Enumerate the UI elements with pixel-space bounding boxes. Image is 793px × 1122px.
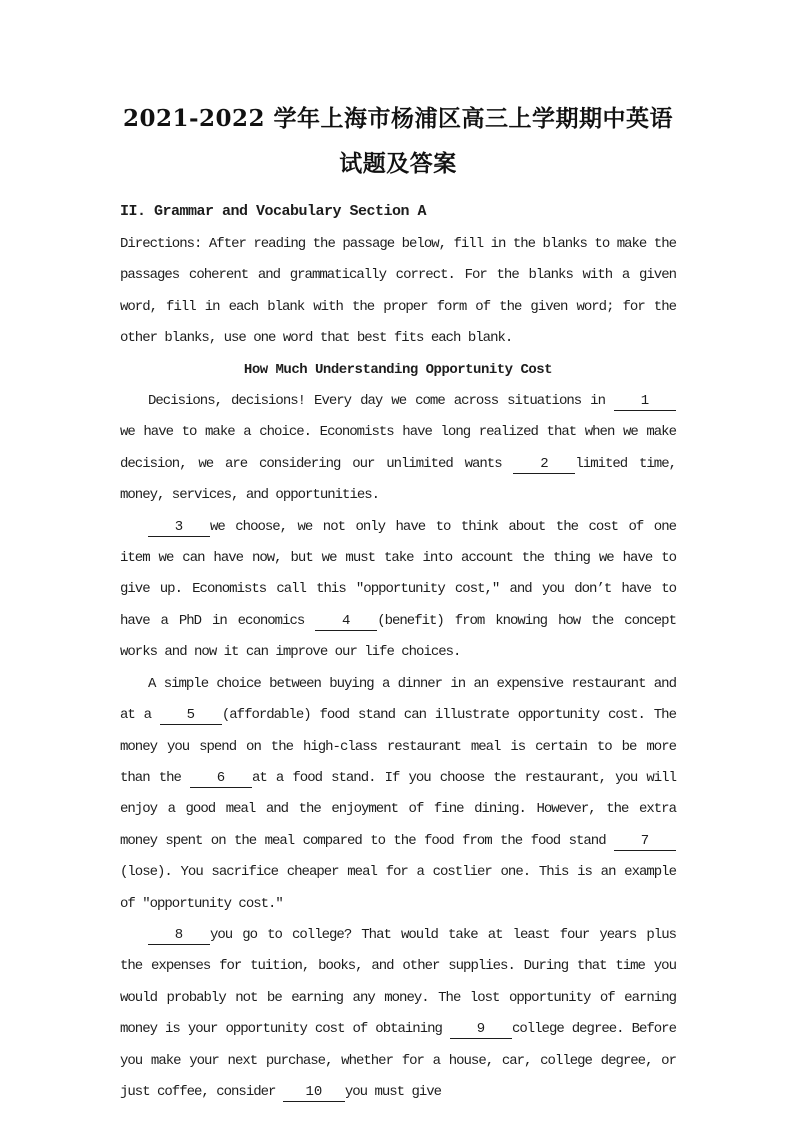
- blank-10: 10: [283, 1084, 345, 1102]
- document-title: 2021-2022 学年上海市杨浦区高三上学期期中英语试题及答案: [122, 105, 674, 177]
- passage-text: (benefit) from knowing how the concept works and now it can improve our life choices.: [120, 612, 676, 661]
- passage-text: at a food stand. If you choose the restaurant, you will enjoy a good meal and the enjoyment of fine dining. However, the extra money spent on the meal compared to the food from the food stand: [120, 769, 676, 849]
- blank-2: 2: [513, 456, 575, 474]
- passage-text: college degree. Before you make your next purchase, whether for a house, car, college degree, or just coffee, consider: [120, 1021, 676, 1100]
- directions-paragraph: Directions: After reading the passage below, fill in the blanks to make the passages coherent and grammatically correct. For the blanks with a given word, fill in each blank with the proper form of the given word; for the other blanks, use one word that best fits each blank.: [120, 236, 676, 347]
- passage-text: A simple choice between buying a dinner in an expensive restaurant and at a: [120, 675, 676, 724]
- passage-paragraph: [120, 669, 676, 920]
- blank-9: 9: [450, 1021, 512, 1039]
- blank-8: 8: [148, 927, 210, 945]
- passage-paragraph: [120, 386, 676, 512]
- blank-1: 1: [614, 393, 676, 411]
- passage-text: limited time, money, services, and opportunities.: [120, 455, 676, 504]
- passage-text: you must give: [344, 1083, 442, 1100]
- blank-6: 6: [190, 770, 252, 788]
- passage-paragraph: [120, 512, 676, 669]
- blank-3: 3: [148, 519, 210, 537]
- passage-title: How Much Understanding Opportunity Cost: [243, 361, 553, 378]
- blank-5: 5: [160, 707, 222, 725]
- passage-text: we have to make a choice. Economists have long realized that when we make decision, we are considering our unlimited wants: [120, 424, 676, 472]
- passage-body: [120, 386, 676, 1108]
- passage-text: we choose, we not only have to think about the cost of one item we can have now, but we must take into account the thing we have to give up. Economists call this ″opportunity cost,″ and you don’t have to have a PhD in economics: [120, 518, 676, 629]
- section-heading: II. Grammar and Vocabulary Section A: [120, 203, 427, 220]
- passage-text: (lose). You sacrifice cheaper meal for a costlier one. This is an example of ″opportunity cost.″: [120, 864, 676, 912]
- blank-7: 7: [614, 833, 676, 851]
- passage-paragraph: [120, 920, 676, 1108]
- blank-4: 4: [315, 613, 377, 631]
- passage-text: you go to college? That would take at least four years plus the expenses for tuition, books, and other supplies. During that time you would probably not be earning any money. The lost opportunity of earning money is your opportunity cost of obtaining: [120, 926, 676, 1038]
- passage-text: (affordable) food stand can illustrate opportunity cost. The money you spend on the high-class restaurant meal is certain to be more than the: [120, 707, 676, 786]
- passage-text: Decisions, decisions! Every day we come across situations in: [148, 393, 614, 410]
